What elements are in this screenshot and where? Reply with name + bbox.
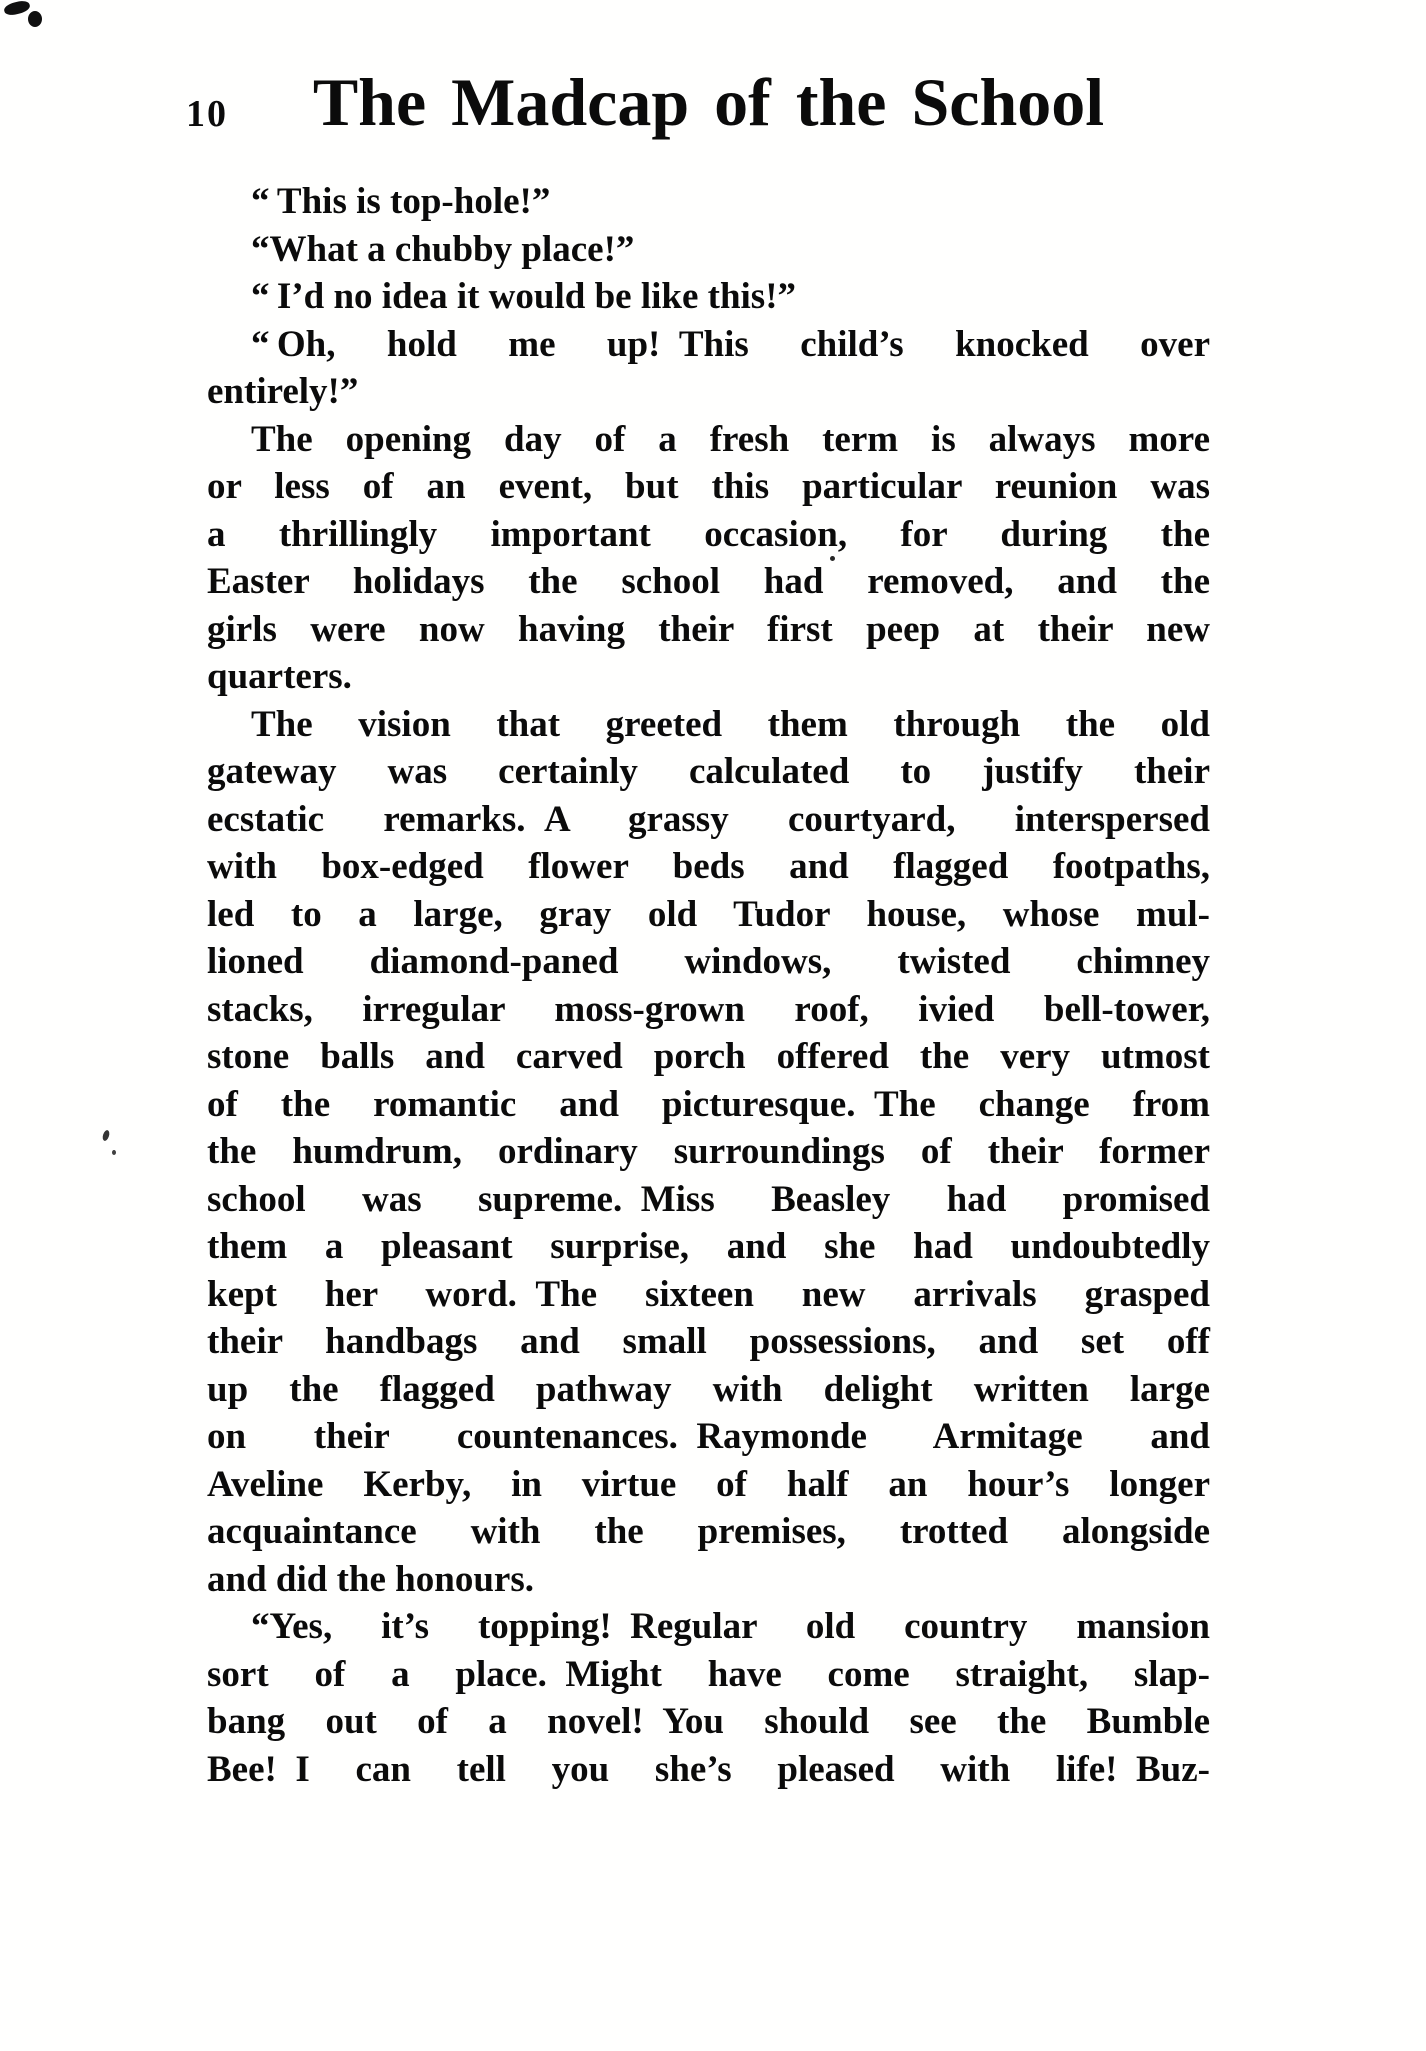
text-line: girls were now having their first peep at their new [207, 608, 1210, 650]
text-line: a thrillingly important occasion, for during the [207, 513, 1210, 555]
text-line: bang out of a novel! You should see the Bumble [207, 1701, 1210, 1742]
text-line: The opening day of a fresh term is always more [251, 418, 1210, 460]
text-line: up the flagged pathway with delight written large [207, 1368, 1210, 1410]
text-line: acquaintance with the premises, trotted alongside [207, 1511, 1210, 1552]
page-title: The Madcap of the School [312, 64, 1105, 140]
text-line: school was supreme. Miss Beasley had promised [207, 1178, 1210, 1220]
text-line: or less of an event, but this particular reunion was [207, 466, 1210, 507]
page-header [186, 64, 1210, 158]
scan-artifact [28, 11, 42, 27]
text-line: Bee! I can tell you she’s pleased with life! Buz- [207, 1748, 1210, 1790]
text-line: gateway was certainly calculated to justify their [207, 751, 1210, 792]
text-line: “Yes, it’s topping! Regular old country mansion [251, 1606, 1210, 1647]
text-line: of the romantic and picturesque. The change from [207, 1083, 1210, 1125]
text-line: entirely!” [207, 371, 359, 412]
text-line: on their countenances. Raymonde Armitage and [207, 1416, 1210, 1457]
text-line: the humdrum, ordinary surroundings of their former [207, 1131, 1210, 1172]
text-line: Easter holidays the school had removed, and the [207, 561, 1210, 602]
scan-artifact [3, 0, 31, 17]
scan-artifact [112, 1150, 116, 1155]
text-line: Aveline Kerby, in virtue of half an hour’s longer [207, 1463, 1210, 1505]
text-line: “What a chubby place!” [251, 228, 635, 270]
text-line: led to a large, gray old Tudor house, whose mul- [207, 893, 1210, 935]
text-line: “ Oh, hold me up! This child’s knocked over [251, 323, 1210, 365]
text-line: sort of a place. Might have come straight, slap- [207, 1653, 1210, 1695]
page-number: 10 [186, 93, 228, 135]
text-line: them a pleasant surprise, and she had undoubtedly [207, 1226, 1210, 1267]
text-line: The vision that greeted them through the old [251, 703, 1210, 745]
text-line: ecstatic remarks. A grassy courtyard, interspersed [207, 798, 1210, 840]
scan-artifact [101, 1129, 110, 1141]
text-line: stone balls and carved porch offered the very utmost [207, 1036, 1210, 1077]
text-line: kept her word. The sixteen new arrivals grasped [207, 1273, 1210, 1315]
text-line: “ This is top-hole!” [251, 181, 551, 222]
text-line: their handbags and small possessions, and set off [207, 1321, 1210, 1362]
text-line: stacks, irregular moss-grown roof, ivied bell-tower, [207, 988, 1210, 1030]
text-line: lioned diamond-paned windows, twisted chimney [207, 941, 1210, 982]
text-line: with box-edged flower beds and flagged footpaths, [207, 846, 1210, 887]
text-line: quarters. [207, 656, 352, 697]
text-line: “ I’d no idea it would be like this!” [251, 276, 797, 317]
text-line: and did the honours. [207, 1558, 534, 1600]
page-text [207, 178, 1210, 1793]
